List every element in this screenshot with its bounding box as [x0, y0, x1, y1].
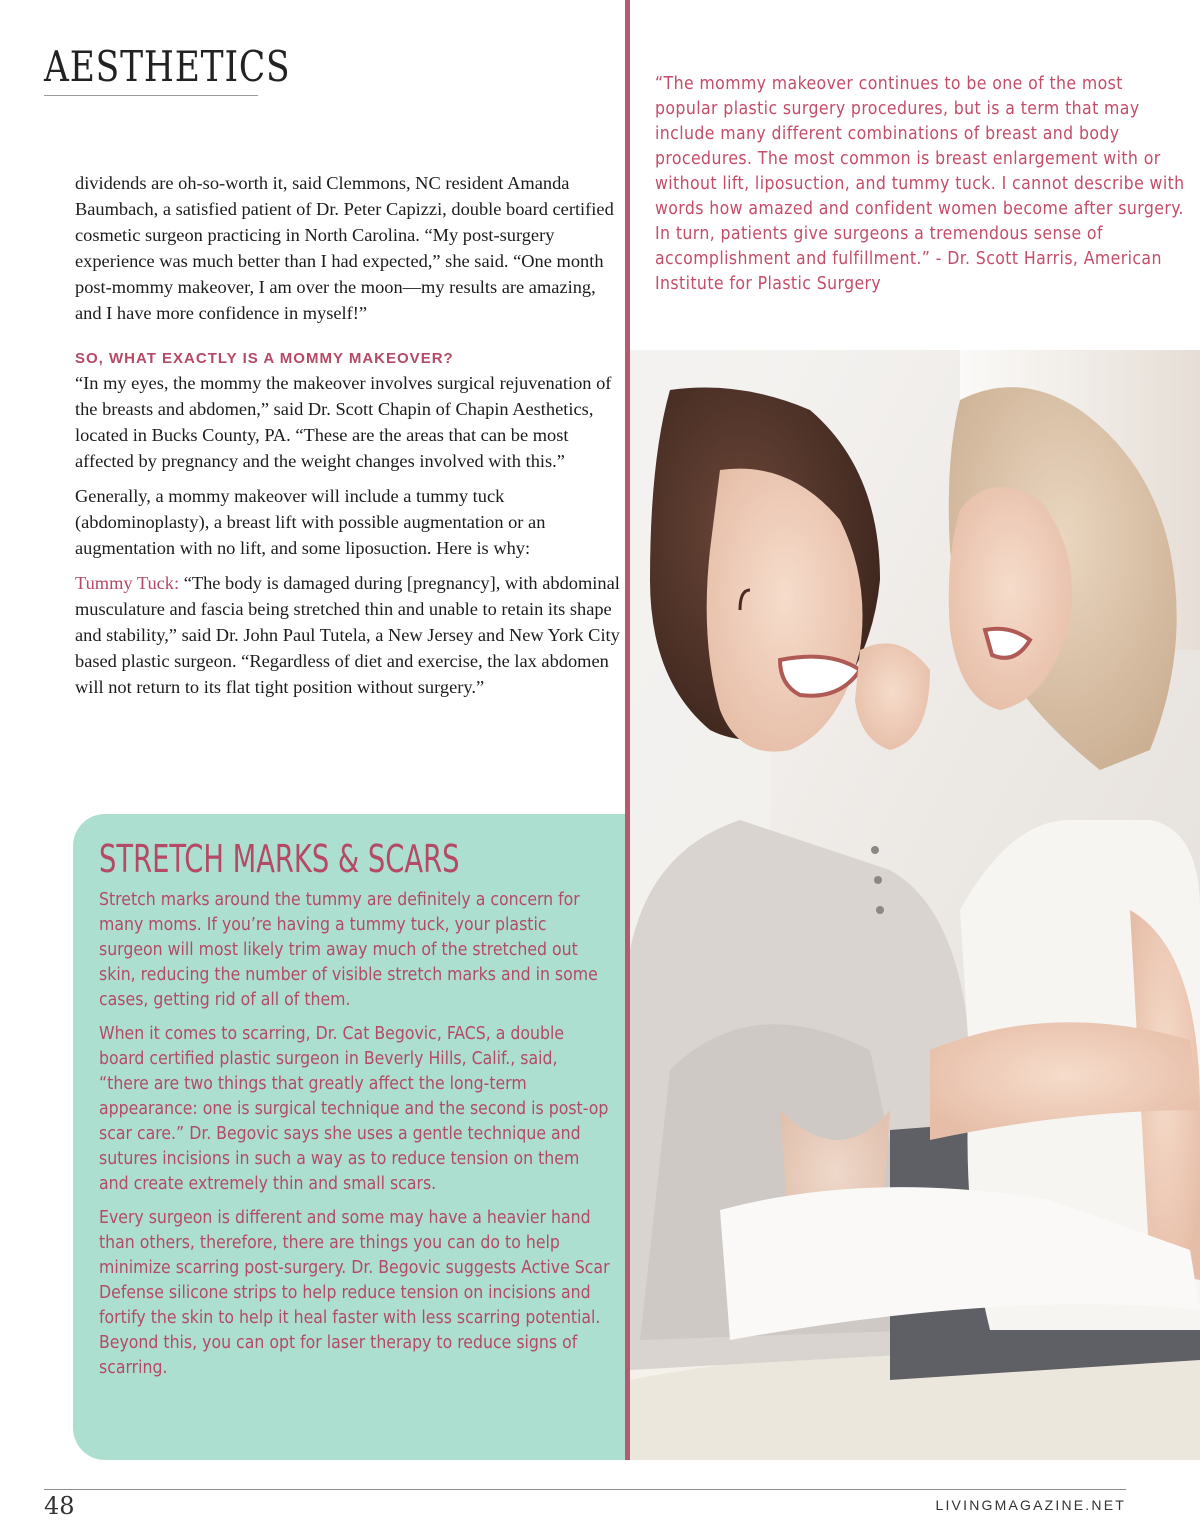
site-url[interactable]: LIVINGMAGAZINE.NET — [935, 1497, 1126, 1513]
page-number: 48 — [44, 1492, 75, 1520]
sidebar-paragraph: When it comes to scarring, Dr. Cat Begovic, FACS, a double board certified plastic surgeon in Beverly Hills, Calif., said, “there are two things that greatly affect the long-term appearance: one is surgical technique and the second is post-op scar care.” Dr. Begovic says she uses a gentle technique and sutures incisions in such a way as to reduce tension on them and create extremely thin and small scars. — [99, 1024, 609, 1194]
sidebar-paragraph: Stretch marks around the tummy are definitely a concern for many moms. If you’re having a tummy tuck, your plastic surgeon will most likely trim away much of the stretched out skin, reducing the number of visible stretch marks and in some cases, getting rid of all of them. — [99, 890, 598, 1010]
intro-paragraph: dividends are oh-so-worth it, said Clemmons, NC resident Amanda Baumbach, a satisfied patient of Dr. Peter Capizzi, double board certified cosmetic surgeon practicing in North Carolina. “My post-surgery experience was much better than I had expected,” she said. “One month post-mommy makeover, I am over the moon—my results are amazing, and I have more confidence in myself!” — [75, 173, 614, 323]
main-article-column — [75, 170, 620, 709]
sidebar-text — [99, 888, 611, 1390]
title-underline — [44, 95, 258, 96]
body-paragraph: “In my eyes, the mommy the makeover involves surgical rejuvenation of the breasts and abdomen,” said Dr. Scott Chapin of Chapin Aesthetics, located in Bucks County, PA. “These are the areas that can be most affected by pregnancy and the weight changes involved with this.” — [75, 373, 612, 471]
article-subhead: SO, WHAT EXACTLY IS A MOMMY MAKEOVER? — [75, 350, 454, 367]
section-title: AESTHETICS — [44, 42, 291, 91]
pull-quote: “The mommy makeover continues to be one of the most popular plastic surgery procedures, but is a term that may include many different combinations of breast and body procedures. The most common is breast enlargement with or without lift, liposuction, and tummy tuck. I cannot describe with words how amazed and confident women become after surgery. In turn, patients give surgeons a tremendous sense of accomplishment and fulfillment.” - Dr. Scott Harris, American Institute for Plastic Surgery — [655, 74, 1185, 294]
tummy-tuck-label: Tummy Tuck: — [75, 573, 180, 593]
tummy-tuck-paragraph — [75, 570, 620, 700]
mother-daughter-photo — [630, 350, 1200, 1460]
sidebar-title: STRETCH MARKS & SCARS — [99, 837, 460, 881]
sidebar-paragraph: Every surgeon is different and some may have a heavier hand than others, therefore, there are things you can do to help minimize scarring post-surgery. Dr. Begovic suggests Active Scar Defense silicone strips to help reduce tension on incisions and fortify the skin to help it heal faster with less scarring potential. Beyond this, you can opt for laser therapy to reduce signs of scarring. — [99, 1208, 610, 1378]
tummy-tuck-text: “The body is damaged during [pregnancy], with abdominal musculature and fascia being stretched thin and unable to retain its shape and stability,” said Dr. John Paul Tutela, a New Jersey and New York City based plastic surgeon. “Regardless of diet and exercise, the lax abdomen will not return to its flat tight position without surgery.” — [75, 573, 620, 697]
body-paragraph: Generally, a mommy makeover will include a tummy tuck (abdominoplasty), a breast lift with possible augmentation or an augmentation with no lift, and some liposuction. Here is why: — [75, 486, 546, 558]
footer-rule — [44, 1489, 1126, 1490]
